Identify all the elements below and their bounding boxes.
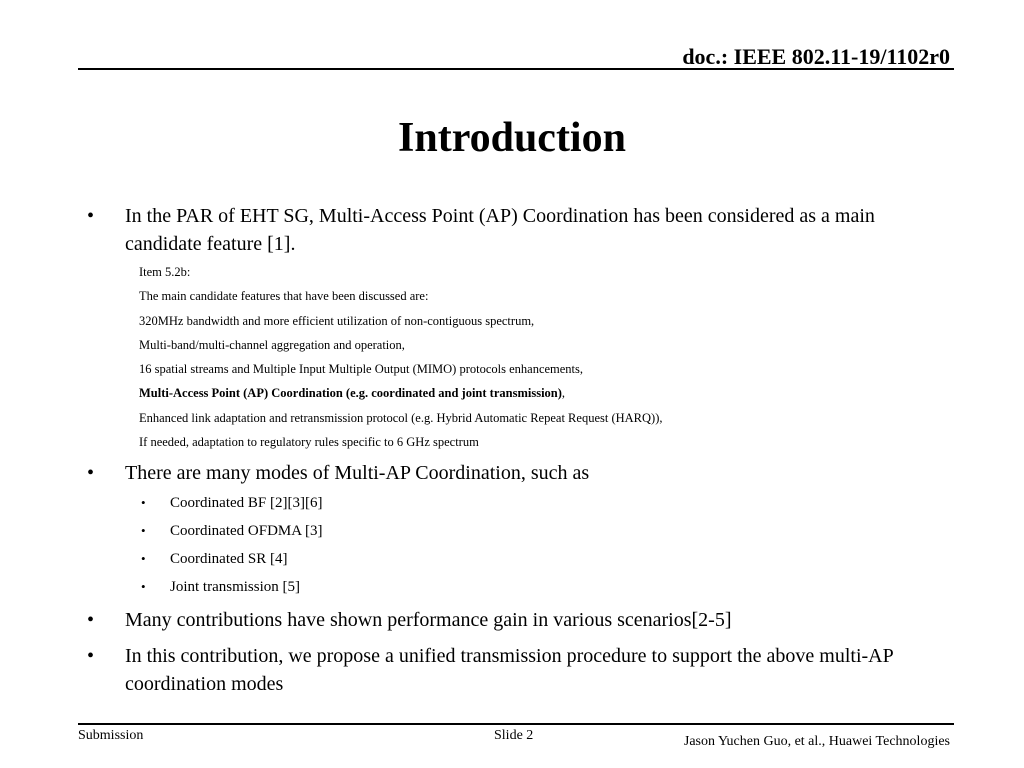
bullet-text: In the PAR of EHT SG, Multi-Access Point (AP) Coordination has been considered as a main candidate feature [1]. <box>125 205 875 255</box>
mode-text: Coordinated SR [4] <box>170 551 288 567</box>
bullet-modes <box>87 459 950 487</box>
bullet-marker: • <box>87 462 95 484</box>
mode-item <box>141 549 288 569</box>
document-id: doc.: IEEE 802.11-19/1102r0 <box>682 44 950 69</box>
mode-text: Coordinated OFDMA [3] <box>170 523 323 539</box>
slide-title: Introduction <box>398 115 626 161</box>
bullet-marker: • <box>87 645 95 667</box>
sub-bullet-marker: • <box>141 523 146 538</box>
bullet-proposal <box>87 642 950 698</box>
mode-item <box>141 493 323 513</box>
bullet-performance <box>87 606 950 634</box>
footer-divider <box>78 723 954 725</box>
mode-item <box>141 577 300 597</box>
footer-author: Jason Yuchen Guo, et al., Huawei Technologies <box>683 734 950 749</box>
highlight-text: Multi-Access Point (AP) Coordination (e.g. coordinated and joint transmission) <box>139 386 562 400</box>
bullet-text: There are many modes of Multi-AP Coordination, such as <box>125 462 590 484</box>
par-excerpt-line: 16 spatial streams and Multiple Input Multiple Output (MIMO) protocols enhancements, <box>139 362 584 376</box>
par-excerpt-line: 320MHz bandwidth and more efficient utilization of non-contiguous spectrum, <box>139 314 535 328</box>
bullet-text: In this contribution, we propose a unified transmission procedure to support the above multi-AP coordination modes <box>125 645 894 695</box>
bullet-marker: • <box>87 205 95 227</box>
header-divider <box>78 68 954 70</box>
mode-text: Coordinated BF [2][3][6] <box>170 495 323 511</box>
slide-number: Slide 2 <box>494 728 534 743</box>
par-item-label: Item 5.2b: <box>139 265 191 279</box>
par-excerpt-highlight <box>139 384 565 402</box>
mode-item <box>141 521 323 541</box>
par-excerpt-line: If needed, adaptation to regulatory rules specific to 6 GHz spectrum <box>139 435 479 449</box>
sub-bullet-marker: • <box>141 579 146 594</box>
highlight-trailing-comma: , <box>561 386 566 400</box>
mode-text: Joint transmission [5] <box>170 579 300 595</box>
bullet-par-feature <box>87 202 950 258</box>
par-excerpt-line: Enhanced link adaptation and retransmission protocol (e.g. Hybrid Automatic Repeat Request (HARQ)), <box>139 411 663 425</box>
bullet-text: Many contributions have shown performance gain in various scenarios[2-5] <box>125 609 732 631</box>
sub-bullet-marker: • <box>141 495 146 510</box>
footer-submission: Submission <box>78 728 144 743</box>
sub-bullet-marker: • <box>141 551 146 566</box>
bullet-marker: • <box>87 609 95 631</box>
par-excerpt-line: The main candidate features that have been discussed are: <box>139 289 429 303</box>
par-excerpt-line: Multi-band/multi-channel aggregation and operation, <box>139 338 405 352</box>
